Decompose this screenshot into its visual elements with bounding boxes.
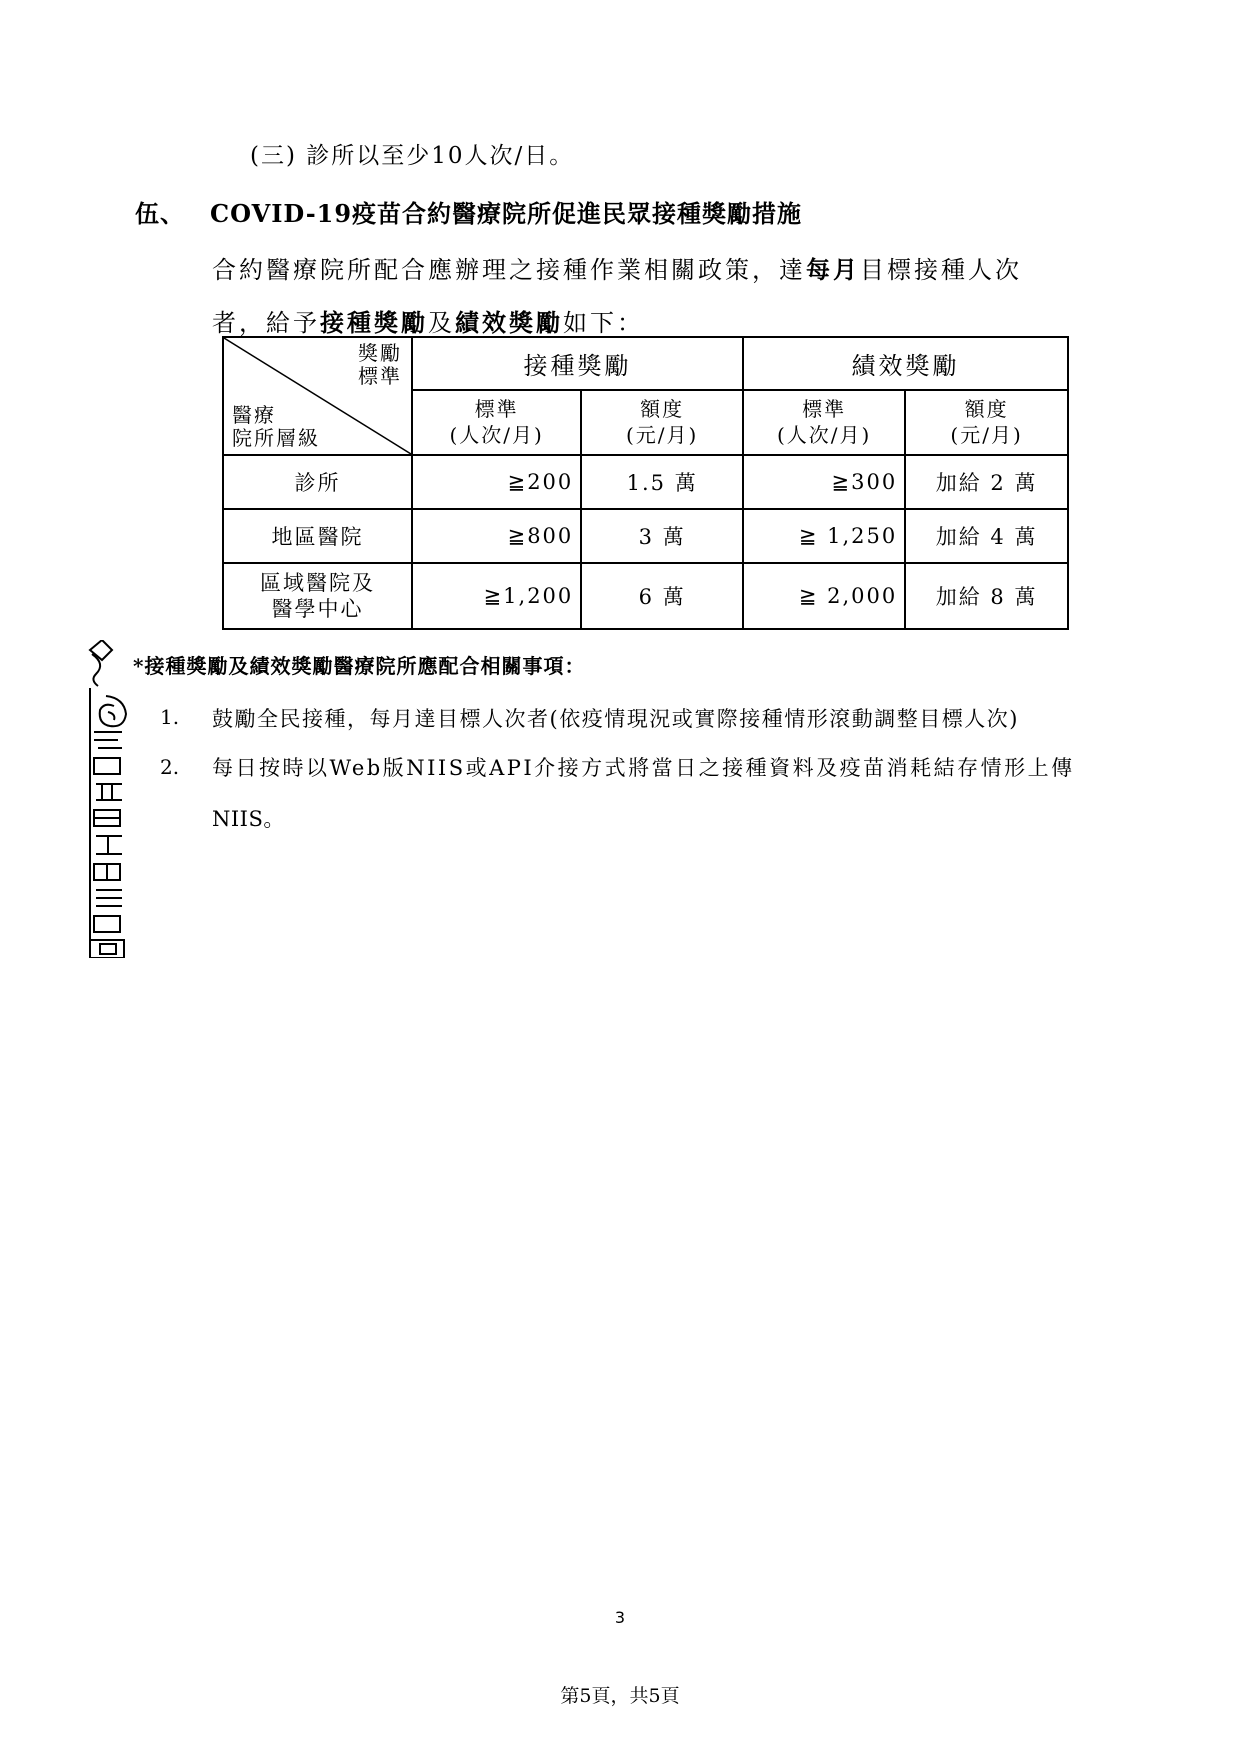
corner-top-label: 獎勵 標準 [358,341,402,388]
subheader-standard: 標準 (人次/月) [743,390,905,455]
table-row [223,455,1068,509]
section-number: 伍、 [135,199,185,228]
header-vaccination-reward: 接種獎勵 [412,337,743,390]
table-row [223,509,1068,563]
intro-text: 合約醫療院所配合應辦理之接種作業相關政策，達 [212,256,806,284]
intro-text: 目標接種人次 [860,256,1022,284]
perf-standard-cell: ≧300 [743,455,905,509]
intro-bold: 接種獎勵 [320,308,428,337]
header-performance-reward: 績效獎勵 [743,337,1068,390]
list-item-number: 1. [160,705,180,729]
perf-standard-cell: ≧ 2,000 [743,563,905,629]
list-item-text: 每日按時以Web版NIIS或API介接方式將當日之接種資料及疫苗消耗結存情形上傳 [212,756,1075,780]
item-3-line: (三) 診所以至少10人次/日。 [250,143,575,169]
section-title: COVID-19疫苗合約醫療院所促進民眾接種獎勵措施 [210,199,803,228]
intro-bold: 績效獎勵 [455,308,563,337]
level-cell: 地區醫院 [223,509,412,563]
subheader-standard: 標準 (人次/月) [412,390,581,455]
reward-table [222,336,1069,630]
perf-standard-cell: ≧ 1,250 [743,509,905,563]
list-item-number: 2. [160,755,180,779]
subheader-amount: 額度 (元/月) [905,390,1068,455]
table-corner-cell [223,337,412,455]
vacc-amount-cell: 1.5 萬 [581,455,743,509]
list-item-text: 鼓勵全民接種，每月達目標人次者(依疫情現況或實際接種情形滾動調整目標人次) [212,707,1019,731]
intro-text: 及 [428,309,455,337]
intro-line-1 [212,250,1022,285]
subheader-amount: 額度 (元/月) [581,390,743,455]
list-item-continuation: NIIS。 [212,807,285,831]
level-cell: 區域醫院及 醫學中心 [223,563,412,629]
page-footer: 第5頁，共5頁 [560,1685,680,1707]
notes-title: *接種獎勵及績效獎勵醫療院所應配合相關事項： [133,654,586,678]
intro-bold: 每月 [806,255,860,284]
official-seal-stamp [88,640,128,958]
vacc-amount-cell: 6 萬 [581,563,743,629]
intro-text: 者，給予 [212,309,320,337]
vacc-standard-cell: ≧800 [412,509,581,563]
level-cell: 診所 [223,455,412,509]
page-number: 3 [614,1608,626,1627]
vacc-amount-cell: 3 萬 [581,509,743,563]
section-heading [135,194,802,229]
perf-amount-cell: 加給 2 萬 [905,455,1068,509]
vacc-standard-cell: ≧1,200 [412,563,581,629]
vacc-standard-cell: ≧200 [412,455,581,509]
corner-bottom-label: 醫療 院所層級 [232,403,320,450]
perf-amount-cell: 加給 4 萬 [905,509,1068,563]
perf-amount-cell: 加給 8 萬 [905,563,1068,629]
table-row [223,563,1068,629]
intro-line-2 [212,303,644,338]
intro-text: 如下： [563,309,644,337]
